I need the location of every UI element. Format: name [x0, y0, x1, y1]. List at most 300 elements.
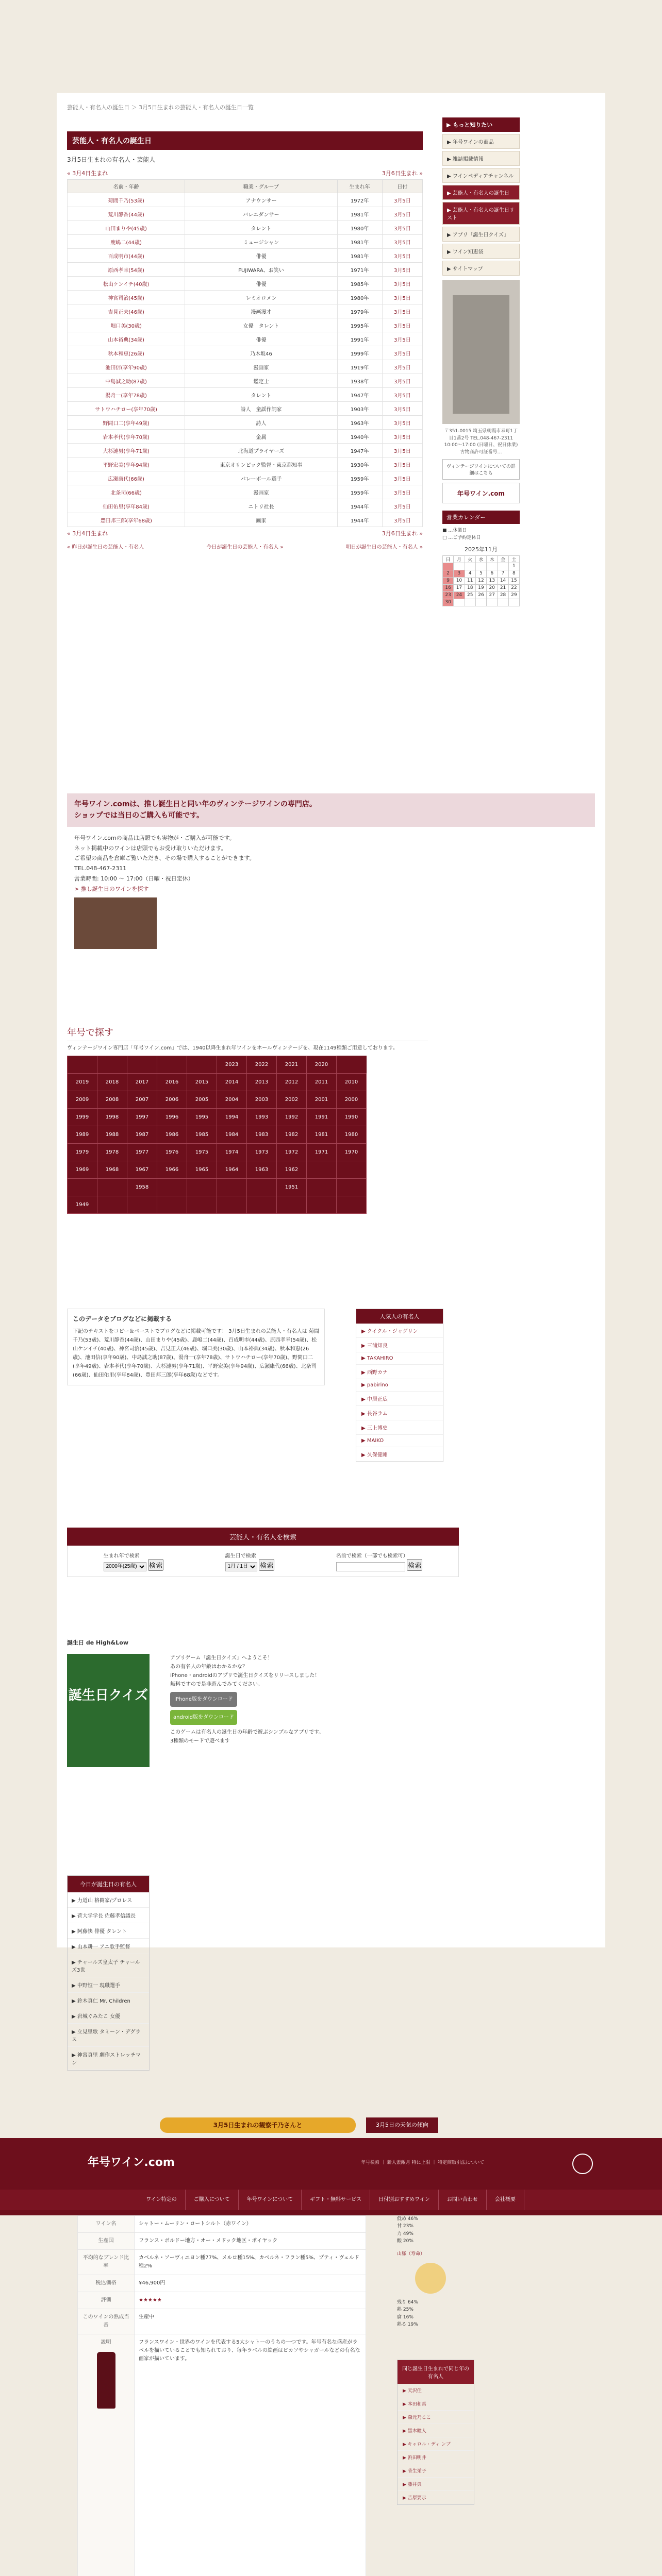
year-cell[interactable]: 1992 — [277, 1109, 307, 1126]
promo-link[interactable]: > 推し誕生日のワインを探す — [74, 885, 149, 892]
today-birthday-item[interactable]: ▶ 立見里歌 タミーン・デグラス — [68, 2024, 149, 2047]
year-row — [68, 1144, 367, 1161]
table-row — [68, 318, 423, 332]
table-cell: 1999年 — [337, 346, 382, 360]
celebrity-link[interactable]: 仙田佑里(享年84歳) — [103, 504, 150, 510]
site-logo[interactable]: 年号ワイン.com — [442, 483, 520, 503]
same-birthday-box — [397, 2360, 474, 2505]
year-cell[interactable]: 1994 — [217, 1109, 247, 1126]
table-cell — [382, 221, 422, 235]
breadcrumb[interactable]: 芸能人・有名人の誕生日 ＞ 3月5日生まれの芸能人・有名人の誕生日一覧 — [67, 104, 254, 111]
date-link[interactable]: 3月5日 — [394, 406, 411, 413]
sidebar-item-wine-knowledge[interactable]: ▶ ワイン知恵袋 — [442, 244, 520, 259]
tomorrow-link[interactable]: 明日が誕生日の芸能人・有名人 » — [345, 545, 423, 550]
year-cell[interactable]: 1993 — [247, 1109, 277, 1126]
year-cell[interactable]: 1958 — [127, 1179, 157, 1196]
date-link[interactable]: 3月5日 — [394, 198, 411, 204]
table-row — [68, 360, 423, 374]
year-cell[interactable]: 1969 — [68, 1161, 97, 1179]
celebrity-link[interactable]: 神宮司治(45歳) — [108, 295, 144, 301]
date-link[interactable]: 3月5日 — [394, 253, 411, 260]
table-header: 職業・グループ — [185, 180, 337, 193]
table-cell — [68, 513, 185, 527]
year-empty — [157, 1196, 187, 1214]
popular-item[interactable]: ▶ TAKAHIRO — [356, 1352, 443, 1365]
year-empty — [307, 1161, 337, 1179]
date-link[interactable]: 3月5日 — [394, 490, 411, 496]
shop-image — [74, 897, 157, 949]
year-cell[interactable]: 1971 — [307, 1144, 337, 1161]
celebrity-link[interactable]: 野間口二(享年49歳) — [103, 420, 150, 427]
same-birthday-item[interactable]: ▶ 黒木瞳人 — [398, 2424, 474, 2437]
year-cell[interactable]: 2009 — [68, 1091, 97, 1109]
date-link[interactable]: 3月5日 — [394, 295, 411, 301]
table-cell: 金属 — [185, 430, 337, 444]
year-cell[interactable]: 1995 — [187, 1109, 217, 1126]
table-row — [68, 304, 423, 318]
year-cell[interactable]: 2002 — [277, 1091, 307, 1109]
table-cell — [382, 513, 422, 527]
year-cell[interactable]: 2001 — [307, 1091, 337, 1109]
celebrity-link[interactable]: 平野宏美(享年94歳) — [103, 462, 150, 468]
date-search-button[interactable]: 検索 — [259, 1559, 275, 1571]
sidebar-item-sitemap[interactable]: ▶ サイトマップ — [442, 261, 520, 276]
day-nav-bottom — [67, 529, 423, 537]
android-download-button[interactable]: android版をダウンロード — [170, 1710, 237, 1725]
gnav-item[interactable]: ご購入について — [186, 2190, 239, 2210]
same-birthday-item[interactable]: ▶ 吉原要示 — [398, 2491, 474, 2504]
celebrity-link[interactable]: 吉見正夫(46歳) — [108, 309, 144, 315]
year-cell[interactable]: 1990 — [337, 1109, 367, 1126]
date-link[interactable]: 3月5日 — [394, 226, 411, 232]
celebrity-link[interactable]: 百成明市(44歳) — [108, 253, 144, 260]
sidebar-head: ▶ もっと知りたい — [442, 117, 520, 132]
same-birthday-item[interactable]: ▶ 菅生栄子 — [398, 2464, 474, 2478]
date-link[interactable]: 3月5日 — [394, 420, 411, 427]
year-cell[interactable]: 1991 — [307, 1109, 337, 1126]
table-cell: バレエダンサー — [185, 207, 337, 221]
table-row — [68, 332, 423, 346]
gnav-item[interactable]: 日付別おすすめワイン — [370, 2190, 439, 2210]
year-cell[interactable]: 1962 — [277, 1161, 307, 1179]
wine-detail — [77, 2215, 366, 2576]
year-cell[interactable]: 1973 — [247, 1144, 277, 1161]
prev-day-link[interactable]: « 3月4日生まれ — [67, 170, 108, 177]
year-cell[interactable]: 1998 — [97, 1109, 127, 1126]
table-cell — [382, 499, 422, 513]
table-cell — [382, 332, 422, 346]
year-cell[interactable]: 1975 — [187, 1144, 217, 1161]
year-cell[interactable]: 1984 — [217, 1126, 247, 1144]
date-link[interactable]: 3月5日 — [394, 434, 411, 440]
table-cell — [382, 457, 422, 471]
celebrity-link[interactable]: 湯舟一(享年78歳) — [105, 393, 147, 399]
table-row — [68, 471, 423, 485]
year-cell[interactable]: 2003 — [247, 1091, 277, 1109]
celebrity-link[interactable]: 荒川静香(44歳) — [108, 212, 144, 218]
year-cell[interactable]: 2018 — [97, 1074, 127, 1091]
table-cell — [68, 235, 185, 249]
table-row — [68, 221, 423, 235]
gnav-item[interactable]: ワイン特定の — [138, 2190, 186, 2210]
page-title: 芸能人・有名人の誕生日 — [67, 131, 423, 150]
date-link[interactable]: 3月5日 — [394, 462, 411, 468]
year-cell[interactable]: 1949 — [68, 1196, 97, 1214]
celebrity-link[interactable]: 大杉漣男(享年71歳) — [103, 448, 150, 454]
year-cell[interactable]: 2015 — [187, 1074, 217, 1091]
today-birthday-item[interactable]: ▶ 鈴木真仁 Mr. Children — [68, 1993, 149, 2008]
table-cell — [382, 193, 422, 207]
app-quiz-icon[interactable]: 誕生日クイズ — [67, 1654, 150, 1767]
table-cell: 1963年 — [337, 416, 382, 430]
blog-title: このデータをブログなどに掲載する — [73, 1315, 172, 1323]
table-cell — [382, 318, 422, 332]
date-link[interactable]: 3月5日 — [394, 323, 411, 329]
year-cell[interactable]: 1964 — [217, 1161, 247, 1179]
popular-head: 人気人の有名人 — [356, 1309, 443, 1324]
table-cell: 1947年 — [337, 388, 382, 402]
celebrity-link[interactable]: 堀口美(30歳) — [110, 323, 142, 329]
celebrity-link[interactable]: 鹿嶋二(44歳) — [110, 240, 142, 246]
same-birthday-item[interactable]: ▶ 森元乃ここ — [398, 2411, 474, 2424]
celebrity-link[interactable]: 北条司(66歳) — [110, 490, 142, 496]
year-cell[interactable]: 2017 — [127, 1074, 157, 1091]
table-cell — [68, 249, 185, 263]
date-link[interactable]: 3月5日 — [394, 476, 411, 482]
table-row — [68, 416, 423, 430]
calendar-weekday: 水 — [475, 555, 486, 563]
table-cell — [382, 485, 422, 499]
global-nav — [0, 2190, 662, 2210]
recbox-head: 同じ誕生日生まれで同じ年の有名人 — [398, 2360, 474, 2384]
next-day-link[interactable]: 3月6日生まれ » — [382, 530, 423, 537]
birthday-banner[interactable]: 3月5日生まれの観察千乃さんと — [160, 2117, 356, 2133]
wine-bottle-image — [97, 2352, 115, 2409]
year-empty — [97, 1196, 127, 1214]
table-cell — [382, 304, 422, 318]
table-row — [68, 193, 423, 207]
popular-item[interactable]: ▶ 久保健剛 — [356, 1447, 443, 1462]
sidebar-item-products[interactable]: ▶ 年号ワインの商品 — [442, 134, 520, 149]
table-cell — [68, 263, 185, 277]
year-cell[interactable]: 1980 — [337, 1126, 367, 1144]
table-cell — [68, 444, 185, 457]
sidebar-item-birthday[interactable]: ▶ 芸能人・有名人の誕生日 — [442, 185, 520, 200]
date-link[interactable]: 3月5日 — [394, 309, 411, 315]
popular-item[interactable]: ▶ 三浦知良 — [356, 1338, 443, 1352]
table-header: 生まれ年 — [337, 180, 382, 193]
year-empty — [247, 1196, 277, 1214]
vintage-title: 年号で探す — [67, 1025, 428, 1041]
table-cell — [382, 388, 422, 402]
weather-banner[interactable]: 3月5日の天気の傾向 — [366, 2117, 438, 2133]
year-cell[interactable]: 2007 — [127, 1091, 157, 1109]
table-row — [68, 291, 423, 304]
celebrity-link[interactable]: 松山ケンイチ(40歳) — [103, 281, 150, 287]
birth-year-select[interactable] — [104, 1562, 146, 1571]
popular-box — [356, 1309, 443, 1462]
date-link[interactable]: 3月5日 — [394, 365, 411, 371]
date-link[interactable]: 3月5日 — [394, 267, 411, 274]
year-cell[interactable]: 1951 — [277, 1179, 307, 1196]
calendar-weekday: 木 — [487, 555, 498, 563]
table-cell — [68, 471, 185, 485]
table-cell: 北海道プライヤーズ — [185, 444, 337, 457]
table-cell — [382, 263, 422, 277]
year-cell[interactable]: 2021 — [277, 1056, 307, 1074]
table-row — [68, 263, 423, 277]
table-row — [68, 277, 423, 291]
year-cell[interactable]: 2020 — [307, 1056, 337, 1074]
today-birthday-item[interactable]: ▶ 阿藤快 俳優 タレント — [68, 1923, 149, 1939]
promo-body: 年号ワイン.comの商品は店頭でも実物が・ご購入が可能です。 ネット掲載中のワインは店頭でもお受け取りいただけます。 ご希望の商品を倉庫ご覧いただき、その場で購入することができます。 TEL.048-467-2311 営業時間: 10:00 〜 17:00（日曜・祝日定休） > 推し誕生日のワインを探す — [74, 833, 588, 949]
year-cell[interactable]: 2005 — [187, 1091, 217, 1109]
popular-item[interactable]: ▶ MAIKO — [356, 1435, 443, 1447]
same-birthday-item[interactable]: ▶ キャロル・ディ ンブ — [398, 2437, 474, 2451]
table-cell — [382, 207, 422, 221]
table-cell: 1981年 — [337, 207, 382, 221]
table-cell — [68, 291, 185, 304]
date-link[interactable]: 3月5日 — [394, 518, 411, 524]
sidebar-item-app[interactable]: ▶ アプリ「誕生日クイズ」 — [442, 227, 520, 242]
year-cell[interactable]: 1997 — [127, 1109, 157, 1126]
table-cell — [68, 374, 185, 388]
year-cell[interactable]: 1963 — [247, 1161, 277, 1179]
table-row — [68, 485, 423, 499]
table-cell — [382, 430, 422, 444]
year-empty — [217, 1196, 247, 1214]
shop-tel: TEL.048-467-2311 — [74, 865, 127, 872]
table-cell — [68, 221, 185, 235]
shop-photo — [442, 280, 520, 424]
date-link[interactable]: 3月5日 — [394, 281, 411, 287]
year-cell[interactable]: 2016 — [157, 1074, 187, 1091]
calendar-weekday: 火 — [465, 555, 475, 563]
table-cell: 鑑定士 — [185, 374, 337, 388]
gnav-item[interactable]: 会社概要 — [487, 2190, 524, 2210]
celebrity-link[interactable]: 広瀬康代(66歳) — [108, 476, 144, 482]
year-row — [68, 1074, 367, 1091]
year-cell[interactable]: 2000 — [337, 1091, 367, 1109]
popular-item[interactable]: ▶ 長谷ラム — [356, 1406, 443, 1420]
table-cell — [382, 471, 422, 485]
date-link[interactable]: 3月5日 — [394, 351, 411, 357]
same-birthday-item[interactable]: ▶ 藤井典 — [398, 2478, 474, 2491]
year-cell[interactable]: 1996 — [157, 1109, 187, 1126]
popular-item[interactable]: ▶ 西野カナ — [356, 1365, 443, 1379]
year-empty — [68, 1179, 97, 1196]
same-birthday-item[interactable]: ▶ 浜田明井 — [398, 2451, 474, 2464]
year-cell[interactable]: 1985 — [187, 1126, 217, 1144]
year-empty — [127, 1196, 157, 1214]
blog-embed — [67, 1309, 325, 1385]
table-cell — [68, 430, 185, 444]
year-cell[interactable]: 1988 — [97, 1126, 127, 1144]
same-birthday-item[interactable]: ▶ 天沢佳 — [398, 2384, 474, 2397]
vintage-desc: ヴィンテージワイン専門店「年号ワイン.com」では、1940以降生まれ年ワインをホールヴィンテージを、現在1149種類ご用意しております。 — [67, 1045, 398, 1051]
year-cell[interactable]: 2004 — [217, 1091, 247, 1109]
year-cell[interactable]: 1986 — [157, 1126, 187, 1144]
date-link[interactable]: 3月5日 — [394, 504, 411, 510]
shop-hours: 営業時間: 10:00 〜 17:00（日曜・祝日定休） — [74, 875, 194, 882]
name-search-button[interactable]: 検索 — [407, 1559, 423, 1571]
table-header: 名前・年齢 — [68, 180, 185, 193]
vintage-info-button[interactable]: ヴィンテージワインについての詳細はこちら — [442, 459, 520, 480]
date-link[interactable]: 3月5日 — [394, 393, 411, 399]
recs-head: 今日が誕生日の有名人 — [68, 1876, 149, 1892]
year-cell[interactable]: 1970 — [337, 1144, 367, 1161]
year-empty — [247, 1179, 277, 1196]
year-cell[interactable]: 1978 — [97, 1144, 127, 1161]
table-cell: 東京オリンピック監督・東京都知事 — [185, 457, 337, 471]
year-cell[interactable]: 1974 — [217, 1144, 247, 1161]
year-cell[interactable]: 1966 — [157, 1161, 187, 1179]
calendar-weekday: 月 — [454, 555, 465, 563]
search-head: 芸能人・有名人を検索 — [67, 1528, 459, 1546]
table-cell — [68, 416, 185, 430]
today-birthday-item[interactable]: ▶ 山本耕一 アニ歌手監督 — [68, 1939, 149, 1954]
table-cell — [68, 499, 185, 513]
date-link[interactable]: 3月5日 — [394, 448, 411, 454]
celebrity-link[interactable]: 中島誠之助(87歳) — [105, 379, 147, 385]
table-row — [68, 374, 423, 388]
date-link[interactable]: 3月5日 — [394, 212, 411, 218]
today-birthday-item[interactable]: ▶ 中野恒一 現職選手 — [68, 1977, 149, 1993]
sub-heading: 3月5日生まれの有名人・芸能人 — [67, 156, 156, 163]
gnav-item[interactable]: 年号ワインについて — [239, 2190, 302, 2210]
prev-day-link[interactable]: « 3月4日生まれ — [67, 530, 108, 537]
table-cell — [382, 291, 422, 304]
cart-icon[interactable] — [572, 2154, 593, 2174]
promo-heading: 年号ワイン.comは、推し誕生日と同い年のヴィンテージワインの専門店。 ショップでは当日のご購入も可能です。 — [67, 793, 595, 827]
table-cell: 1991年 — [337, 332, 382, 346]
year-empty — [307, 1179, 337, 1196]
year-cell[interactable]: 2014 — [217, 1074, 247, 1091]
today-birthday-item[interactable]: ▶ 力道山 格闘家/プロレス — [68, 1892, 149, 1908]
celebrity-link[interactable]: 池田信(享年90歳) — [105, 365, 147, 371]
sidebar — [442, 117, 520, 606]
celebrity-link[interactable]: 山本裕典(34歳) — [108, 337, 144, 343]
year-cell[interactable]: 2010 — [337, 1074, 367, 1091]
gnav-item[interactable]: お問い合わせ — [439, 2190, 487, 2210]
year-search-button[interactable]: 検索 — [148, 1559, 164, 1571]
year-cell[interactable]: 2012 — [277, 1074, 307, 1091]
year-cell[interactable]: 1989 — [68, 1126, 97, 1144]
year-row — [68, 1161, 367, 1179]
year-cell[interactable]: 2023 — [217, 1056, 247, 1074]
popular-item[interactable]: ▶ 三上博史 — [356, 1420, 443, 1435]
sidebar-item-channel[interactable]: ▶ ワインペディアチャンネル — [442, 168, 520, 183]
table-cell: 1985年 — [337, 277, 382, 291]
year-cell[interactable]: 1977 — [127, 1144, 157, 1161]
vintage-search — [67, 1025, 428, 1214]
header-links[interactable]: 年号検索 ｜ 新人素敵月 特に上限 ｜ 特定商取引法について — [361, 2160, 485, 2165]
table-row — [68, 457, 423, 471]
today-link[interactable]: 今日が誕生日の芸能人・有名人 » — [206, 545, 284, 550]
table-cell: 1980年 — [337, 291, 382, 304]
sidebar-item-birthday-list[interactable]: ▶ 芸能人・有名人の誕生日リスト — [442, 202, 520, 225]
table-cell — [382, 235, 422, 249]
year-cell[interactable]: 1965 — [187, 1161, 217, 1179]
year-cell[interactable]: 2013 — [247, 1074, 277, 1091]
celebrity-link[interactable]: 原西孝幸(54歳) — [108, 267, 144, 274]
header-logo[interactable]: 年号ワイン.com — [88, 2156, 175, 2169]
year-cell[interactable]: 1972 — [277, 1144, 307, 1161]
table-cell: 女優 タレント — [185, 318, 337, 332]
popular-item[interactable]: ▶ pabirino — [356, 1379, 443, 1392]
table-cell: 1944年 — [337, 513, 382, 527]
year-cell[interactable]: 1981 — [307, 1126, 337, 1144]
today-birthday-item[interactable]: ▶ 岩城ぐみたこ 女優 — [68, 2008, 149, 2024]
day-links — [67, 543, 423, 550]
celebrity-link[interactable]: 秋本和恵(26歳) — [108, 351, 144, 357]
year-cell[interactable]: 1976 — [157, 1144, 187, 1161]
table-cell: 1938年 — [337, 374, 382, 388]
popular-item[interactable]: ▶ クイクル・ジャグリン — [356, 1324, 443, 1338]
table-row — [68, 249, 423, 263]
sidebar-item-magazine[interactable]: ▶ 雑誌掲載情報 — [442, 151, 520, 166]
birthday-select[interactable] — [225, 1562, 257, 1571]
today-birthday-item[interactable]: ▶ チャールズ皇太子 チャールズ3世 — [68, 1954, 149, 1977]
table-cell — [68, 277, 185, 291]
today-birthday-item[interactable]: ▶ 菅大学学長 佐藤孝信議長 — [68, 1908, 149, 1923]
date-link[interactable]: 3月5日 — [394, 337, 411, 343]
table-row — [68, 388, 423, 402]
year-cell[interactable]: 1968 — [97, 1161, 127, 1179]
celebrity-link[interactable]: 岩本孝代(享年70歳) — [103, 434, 150, 440]
celebrity-link[interactable]: サトウハチロー(享年70歳) — [95, 406, 157, 413]
year-cell[interactable]: 2006 — [157, 1091, 187, 1109]
table-cell: レミオロメン — [185, 291, 337, 304]
year-cell[interactable]: 2019 — [68, 1074, 97, 1091]
today-birthday-item[interactable]: ▶ 神宮真里 劇作ストレッチマン — [68, 2047, 149, 2070]
popular-item[interactable]: ▶ 中居正広 — [356, 1392, 443, 1406]
celebrity-link[interactable]: 山田まりや(45歳) — [105, 226, 147, 232]
year-cell[interactable]: 1982 — [277, 1126, 307, 1144]
next-day-link[interactable]: 3月6日生まれ » — [382, 170, 423, 177]
year-empty — [157, 1179, 187, 1196]
date-link[interactable]: 3月5日 — [394, 379, 411, 385]
date-link[interactable]: 3月5日 — [394, 240, 411, 246]
same-birthday-item[interactable]: ▶ 本田和真 — [398, 2397, 474, 2411]
table-cell — [68, 346, 185, 360]
year-cell[interactable]: 1979 — [68, 1144, 97, 1161]
year-cell[interactable]: 1967 — [127, 1161, 157, 1179]
table-cell — [382, 444, 422, 457]
year-empty — [127, 1056, 157, 1074]
ios-download-button[interactable]: iPhone版をダウンロード — [170, 1692, 237, 1707]
year-empty — [187, 1196, 217, 1214]
table-cell: 漫画家 — [185, 360, 337, 374]
table-cell — [68, 360, 185, 374]
year-cell[interactable]: 2011 — [307, 1074, 337, 1091]
celebrity-link[interactable]: 菊間千乃(53歳) — [108, 198, 144, 204]
celebrity-link[interactable]: 豊田邦三郎(享年68歳) — [100, 518, 152, 524]
year-cell[interactable]: 1983 — [247, 1126, 277, 1144]
year-cell[interactable]: 2022 — [247, 1056, 277, 1074]
gnav-item[interactable]: ギフト・無料サービス — [302, 2190, 370, 2210]
yesterday-link[interactable]: « 昨日が誕生日の芸能人・有名人 — [67, 545, 144, 550]
year-row — [68, 1056, 367, 1074]
year-empty — [97, 1056, 127, 1074]
name-search-input[interactable] — [336, 1562, 405, 1571]
year-cell[interactable]: 1999 — [68, 1109, 97, 1126]
table-cell: 俳優 — [185, 332, 337, 346]
year-cell[interactable]: 2008 — [97, 1091, 127, 1109]
blog-text[interactable]: 下記のテキストをコピー＆ペーストでブログなどに掲載可能です！ 3月5日生まれの芸能人・有名人は 菊間千乃(53歳)、荒川静香(44歳)、山田まりや(45歳)、鹿嶋二(44歳)、百成明市(44歳)、原西孝幸(54歳)、松山ケンイチ(40歳)、神宮司治(45歳)、吉見正夫(46歳)、堀口美(30歳)、山本裕典(34歳)、秋本和恵(26歳)、池田信(享年90歳)、中島誠之助(87歳)、湯舟一(享年78歳)、サトウハチロー(享年70歳)、野間口二(享年49歳)、岩本孝代(享年70歳)、大杉漣男(享年71歳)、平野宏美(享年94歳)、広瀬康代(66歳)、北条司(66歳)、仙田佑里(享年84歳)、豊田邦三郎(享年68歳)などです。 — [73, 1329, 319, 1378]
table-cell: 俳優 — [185, 277, 337, 291]
year-cell[interactable]: 1987 — [127, 1126, 157, 1144]
